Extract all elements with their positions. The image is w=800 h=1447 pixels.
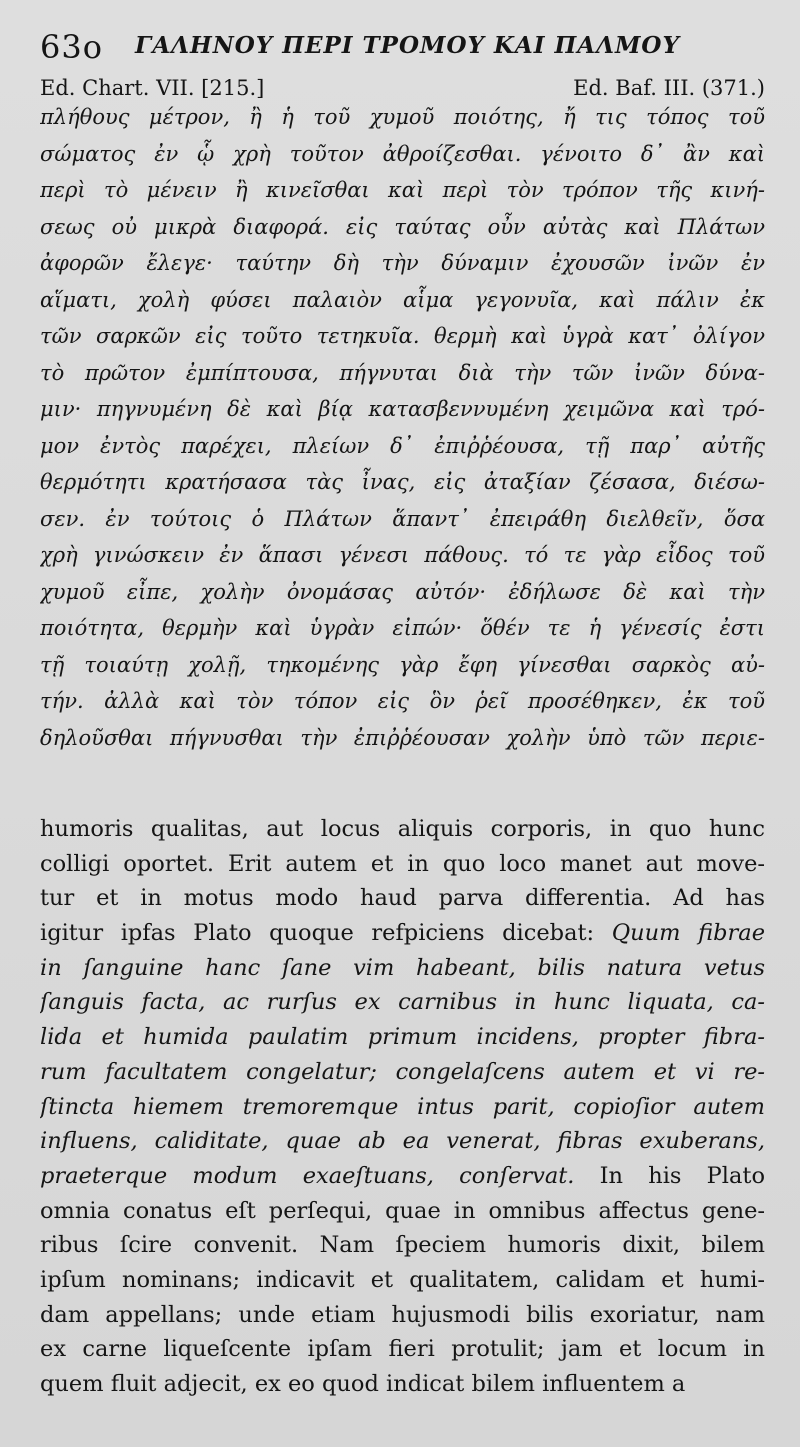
latin-segment: igitur ipfas Plato quoque refpiciens dicebat: bbox=[40, 920, 612, 947]
latin-segment: omnia conatus eſt perſequi, quae in omnibus affectus gene- bbox=[40, 1197, 765, 1224]
latin-line bbox=[40, 1020, 765, 1055]
latin-line bbox=[40, 1194, 765, 1229]
edition-basel: Ed. Baf. III. (371.) bbox=[573, 76, 765, 100]
greek-line: χρὴ γινώσκειν ἐν ἅπασι γένεσι πάθους. τό τε γὰρ εἶδος τοῦ bbox=[40, 543, 765, 567]
greek-line: αἵματι, χολὴ φύσει παλαιὸν αἷμα γεγονυῖα, καὶ πάλιν ἐκ bbox=[40, 287, 765, 312]
latin-line bbox=[40, 951, 765, 986]
latin-line bbox=[40, 985, 765, 1020]
greek-line: χυμοῦ εἶπε, χολὴν ὀνομάσας αὐτόν· ἐδήλωσε δὲ καὶ τὴν bbox=[40, 579, 765, 604]
latin-quote-segment: influens, caliditate, quae ab ea venerat, fibras exuberans, bbox=[40, 1128, 765, 1155]
page-number: 63o bbox=[40, 28, 103, 66]
greek-line: ποιότητα, θερμὴν καὶ ὑγρὰν εἰπών· ὅθέν τε ἡ γένεσίς ἐστι bbox=[40, 616, 765, 640]
latin-segment: ribus ſcire convenit. Nam ſpeciem humoris dixit, bilem bbox=[40, 1232, 765, 1259]
greek-line: θερμότητι κρατήσασα τὰς ἶνας, εἰς ἀταξίαν ζέσασα, διέσω- bbox=[40, 470, 765, 494]
latin-line bbox=[40, 1332, 765, 1367]
latin-quote-segment: ſanguis facta, ac rurſus ex carnibus in hunc liquata, ca- bbox=[40, 989, 765, 1016]
latin-line bbox=[40, 1055, 765, 1090]
latin-quote-segment: in ſanguine hanc ſane vim habeant, bilis natura vetus bbox=[40, 954, 765, 981]
greek-line: σώματος ἐν ᾧ χρὴ τοῦτον ἀθροίζεσθαι. γένοιτο δ᾽ ἂν καὶ bbox=[40, 141, 765, 166]
latin-line bbox=[40, 1263, 765, 1298]
greek-line: τὸ πρῶτον ἐμπίπτουσα, πήγνυται διὰ τὴν τῶν ἰνῶν δύνα- bbox=[40, 360, 765, 385]
latin-segment: ex carne liqueſcente ipſam fieri protulit; jam et locum in bbox=[40, 1336, 765, 1363]
latin-segment: colligi oportet. Erit autem et in quo loco manet aut move- bbox=[40, 850, 765, 877]
latin-quote-segment: praeterque modum exaeſtuans, conſervat. bbox=[40, 1162, 575, 1189]
latin-segment: In his Plato bbox=[574, 1162, 765, 1189]
latin-segment: humoris qualitas, aut locus aliquis corporis, in quo hunc bbox=[40, 816, 765, 842]
latin-text-block bbox=[40, 812, 765, 1402]
greek-line: δηλοῦσθαι πήγνυσθαι τὴν ἐπιῤῥέουσαν χολὴν ὑπὸ τῶν περιε- bbox=[40, 725, 765, 750]
greek-line: ἀφορῶν ἔλεγε· ταύτην δὴ τὴν δύναμιν ἐχουσῶν ἰνῶν ἐν bbox=[40, 251, 765, 275]
latin-line bbox=[40, 1298, 765, 1333]
greek-line: σεως οὐ μικρὰ διαφορά. εἰς ταύτας οὖν αὐτὰς καὶ Πλάτων bbox=[40, 214, 765, 239]
latin-line bbox=[40, 1090, 765, 1125]
latin-line bbox=[40, 881, 765, 916]
latin-line bbox=[40, 1159, 765, 1194]
latin-quote-segment: lida et humida paulatim primum incidens, propter fibra- bbox=[40, 1024, 765, 1051]
latin-segment: tur et in motus modo haud parva differentia. Ad has bbox=[40, 885, 765, 912]
greek-line: τῶν σαρκῶν εἰς τοῦτο τετηκυῖα. θερμὴ καὶ ὑγρὰ κατ᾽ ὀλίγον bbox=[40, 324, 765, 348]
latin-line bbox=[40, 1367, 765, 1402]
greek-line: τήν. ἀλλὰ καὶ τὸν τόπον εἰς ὃν ῥεῖ προσέθηκεν, ἐκ τοῦ bbox=[40, 689, 765, 713]
greek-line: μον ἐντὸς παρέχει, πλείων δ᾽ ἐπιῤῥέουσα, τῇ παρ᾽ αὐτῆς bbox=[40, 433, 765, 458]
greek-line: περὶ τὸ μένειν ἢ κινεῖσθαι καὶ περὶ τὸν τρόπον τῆς κινή- bbox=[40, 178, 765, 202]
page-header bbox=[40, 28, 765, 68]
latin-line bbox=[40, 1124, 765, 1159]
greek-line: σεν. ἐν τούτοις ὁ Πλάτων ἅπαντ᾽ ἐπειράθη διελθεῖν, ὅσα bbox=[40, 506, 765, 531]
running-title: ΓΑΛΗΝΟΥ ΠΕΡΙ ΤΡΟΜΟΥ ΚΑΙ ΠΑΛΜΟΥ bbox=[135, 32, 680, 59]
latin-line bbox=[40, 847, 765, 882]
greek-line: τῇ τοιαύτῃ χολῇ, τηκομένης γὰρ ἔφη γίνεσθαι σαρκὸς αὐ- bbox=[40, 652, 765, 677]
latin-line bbox=[40, 812, 765, 847]
latin-segment: dam appellans; unde etiam hujusmodi bilis exoriatur, nam bbox=[40, 1301, 765, 1328]
greek-text-block bbox=[40, 99, 765, 756]
latin-quote-segment: Quum fibrae bbox=[611, 920, 765, 947]
latin-quote-segment: ſtincta hiemem tremoremque intus parit, copioſior autem bbox=[40, 1093, 765, 1120]
latin-line bbox=[40, 1228, 765, 1263]
edition-chartier: Ed. Chart. VII. [215.] bbox=[40, 76, 265, 100]
latin-line bbox=[40, 916, 765, 951]
latin-quote-segment: rum facultatem congelatur; congelaſcens autem et vi re- bbox=[40, 1058, 765, 1085]
greek-line: πλήθους μέτρον, ἢ ἡ τοῦ χυμοῦ ποιότης, ἤ τις τόπος τοῦ bbox=[40, 105, 765, 129]
latin-segment: quem fluit adjecit, ex eo quod indicat bilem influentem a bbox=[40, 1371, 686, 1397]
latin-segment: ipſum nominans; indicavit et qualitatem, calidam et humi- bbox=[40, 1266, 765, 1293]
greek-line: μιν· πηγνυμένη δὲ καὶ βίᾳ κατασβεννυμένη χειμῶνα καὶ τρό- bbox=[40, 397, 765, 421]
